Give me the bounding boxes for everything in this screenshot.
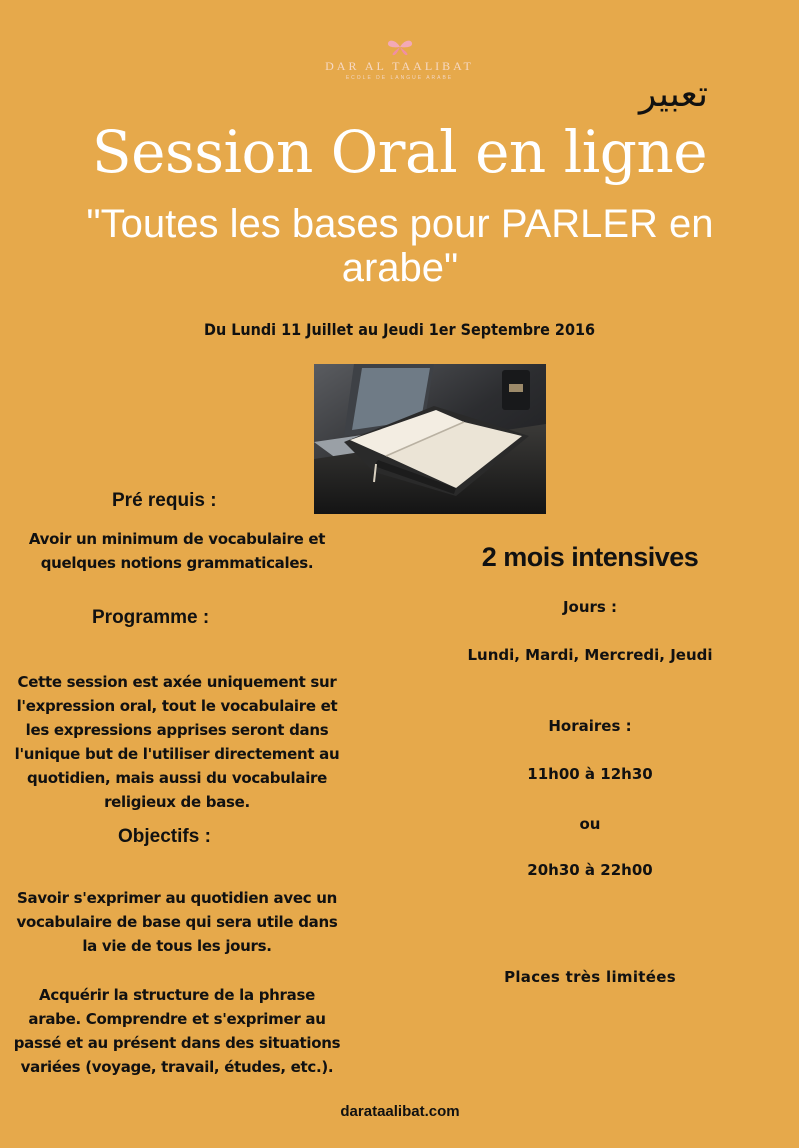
places-notice: Places très limitées: [504, 968, 676, 986]
programme-heading: Programme :: [92, 607, 210, 628]
duration-heading: 2 mois intensives: [481, 542, 699, 572]
objectifs-heading: Objectifs :: [118, 826, 211, 847]
website-link[interactable]: darataalibat.com: [340, 1103, 460, 1120]
butterfly-icon: [385, 38, 415, 56]
logo-tagline: ECOLE DE LANGUE ARABE: [345, 75, 454, 81]
logo-name: DAR AL TAALIBAT: [325, 59, 474, 73]
objectifs-text-1: Savoir s'exprimer au quotidien avec un vocabulaire de base qui sera utile dans la vie de tous les jours.: [16, 889, 338, 955]
prerequis-heading: Pré requis :: [112, 490, 217, 511]
arabic-word: تعبير: [639, 74, 708, 115]
session-dates: Du Lundi 11 Juillet au Jeudi 1er Septembre 2016: [203, 320, 595, 339]
objectifs-text-2: Acquérir la structure de la phrase arabe. Comprendre et s'exprimer au passé et au présent dans des situations variées (voyage, travail, études, etc.).: [13, 986, 341, 1076]
time-slot-2: 20h30 à 22h00: [527, 861, 653, 879]
page-title: Session Oral en ligne: [91, 118, 708, 186]
time-slot-1: 11h00 à 12h30: [527, 765, 653, 783]
jours-label: Jours :: [562, 598, 618, 616]
or-separator: ou: [579, 815, 601, 833]
programme-text: Cette session est axée uniquement sur l'expression oral, tout le vocabulaire et les expressions apprises seront dans l'unique but de l'utiliser directement au quotidien, mais aussi du vocabulaire religieux de base.: [14, 673, 340, 811]
horaires-label: Horaires :: [548, 717, 632, 735]
jours-value: Lundi, Mardi, Mercredi, Jeudi: [467, 646, 713, 664]
page-subtitle: "Toutes les bases pour PARLER en arabe": [86, 202, 714, 290]
notebook-photo: [314, 364, 546, 514]
prerequis-text: Avoir un minimum de vocabulaire et quelques notions grammaticales.: [28, 530, 326, 572]
